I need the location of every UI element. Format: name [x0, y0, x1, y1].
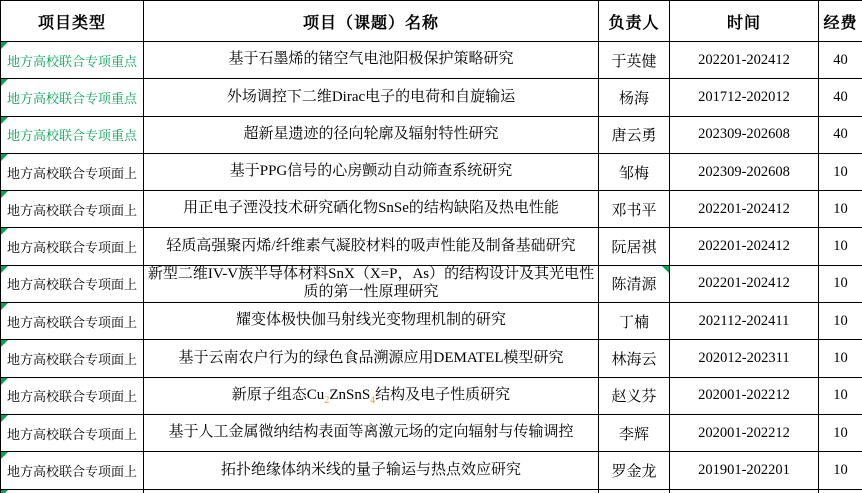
project-title-cell[interactable]: 基于人工金属微纳结构表面等离激元场的定向辐射与传输调控	[144, 414, 599, 451]
cell-corner-marker-icon	[1, 378, 8, 385]
header-project-title[interactable]: 项目（课题）名称	[144, 1, 599, 42]
table-row	[1, 414, 862, 451]
person-cell[interactable]	[599, 153, 670, 190]
cell-corner-marker-icon	[662, 266, 669, 273]
header-funding[interactable]: 经费	[819, 1, 862, 42]
funding-cell[interactable]: 10	[819, 265, 862, 302]
table-header	[1, 1, 862, 42]
period-cell[interactable]: 202309-202608	[670, 116, 819, 153]
person-cell[interactable]	[599, 116, 670, 153]
partial-table-row	[1, 489, 862, 493]
person-name: 邓书平	[611, 202, 657, 219]
period-cell[interactable]: 202001-202212	[670, 414, 819, 451]
subscript-digit: 4	[370, 394, 376, 406]
subscript-digit: 2	[324, 394, 330, 406]
period-cell[interactable]: 202309-202608	[670, 153, 819, 190]
person-cell[interactable]	[599, 42, 670, 79]
person-cell[interactable]	[599, 414, 670, 451]
project-title-cell[interactable]: 外场调控下二维Dirac电子的电荷和自旋输运	[144, 79, 599, 116]
header-person[interactable]: 负责人	[599, 1, 670, 42]
project-type-cell[interactable]	[1, 79, 144, 116]
period-cell[interactable]: 202201-202412	[670, 265, 819, 302]
person-name: 杨海	[618, 90, 649, 107]
person-name: 邹梅	[618, 165, 649, 182]
cell-corner-marker-icon	[1, 452, 8, 459]
project-type-label: 地方高校联合专项重点	[6, 90, 137, 106]
period-cell[interactable]: 202201-202412	[670, 42, 819, 79]
funding-cell[interactable]: 10	[819, 228, 862, 265]
cell-corner-marker-icon	[1, 303, 8, 310]
partial-cell[interactable]	[599, 489, 670, 493]
project-title-cell[interactable]: 用正电子湮没技术研究硒化物SnSe的结构缺陷及热电性能	[144, 191, 599, 228]
project-title-cell[interactable]: 超新星遗迹的径向轮廓及辐射特性研究	[144, 116, 599, 153]
table-row	[1, 153, 862, 190]
project-title-cell[interactable]: 拓扑绝缘体纳米线的量子输运与热点效应研究	[144, 452, 599, 489]
person-name: 丁楠	[618, 314, 649, 331]
project-type-label: 地方高校联合专项重点	[6, 128, 137, 144]
project-title-cell[interactable]: 耀变体极快伽马射线光变物理机制的研究	[144, 303, 599, 340]
cell-corner-marker-icon	[1, 340, 8, 347]
person-cell[interactable]	[599, 452, 670, 489]
person-cell[interactable]	[599, 191, 670, 228]
partial-cell[interactable]	[819, 489, 862, 493]
table-row	[1, 228, 862, 265]
person-cell[interactable]	[599, 79, 670, 116]
cell-corner-marker-icon	[1, 415, 8, 422]
project-type-cell[interactable]	[1, 452, 144, 489]
project-type-cell[interactable]	[1, 116, 144, 153]
project-type-cell[interactable]	[1, 42, 144, 79]
project-type-label: 地方高校联合专项面上	[6, 426, 137, 442]
project-type-cell[interactable]	[1, 377, 144, 414]
person-name: 于英健	[611, 53, 657, 70]
cell-corner-marker-icon	[1, 79, 8, 86]
person-name: 李辉	[618, 426, 649, 443]
project-title-cell[interactable]: 新原子组态$Cu_2ZnSnS_4$结构及电子性质研究	[144, 377, 599, 414]
table-row	[1, 452, 862, 489]
cell-corner-marker-icon	[1, 266, 8, 273]
person-cell[interactable]	[599, 303, 670, 340]
period-cell[interactable]: 202201-202412	[670, 191, 819, 228]
funding-cell[interactable]: 10	[819, 303, 862, 340]
table-row	[1, 191, 862, 228]
funding-cell[interactable]: 10	[819, 377, 862, 414]
header-row	[1, 1, 862, 42]
period-cell[interactable]: 202112-202411	[670, 303, 819, 340]
period-cell[interactable]: 202012-202311	[670, 340, 819, 377]
header-period[interactable]: 时间	[670, 1, 819, 42]
funding-cell[interactable]: 40	[819, 42, 862, 79]
table-row	[1, 42, 862, 79]
project-title-cell[interactable]: 基于石墨烯的锗空气电池阳极保护策略研究	[144, 42, 599, 79]
cell-corner-marker-icon	[1, 42, 8, 49]
person-cell[interactable]	[599, 228, 670, 265]
project-title-cell[interactable]: 轻质高强聚丙烯/纤维素气凝胶材料的吸声性能及制备基础研究	[144, 228, 599, 265]
project-type-cell[interactable]	[1, 340, 144, 377]
funding-cell[interactable]: 40	[819, 116, 862, 153]
partial-cell[interactable]	[670, 489, 819, 493]
funding-cell[interactable]: 10	[819, 340, 862, 377]
person-cell[interactable]	[599, 377, 670, 414]
person-name: 唐云勇	[611, 128, 657, 145]
funding-cell[interactable]: 40	[819, 79, 862, 116]
table-row	[1, 377, 862, 414]
cell-corner-marker-icon	[1, 117, 8, 124]
project-type-label: 地方高校联合专项面上	[6, 277, 137, 293]
table-body	[1, 42, 862, 493]
project-type-cell[interactable]	[1, 191, 144, 228]
table-row	[1, 265, 862, 302]
person-cell[interactable]	[599, 265, 670, 302]
project-type-label: 地方高校联合专项面上	[6, 352, 137, 368]
person-name: 陈清源	[611, 277, 657, 294]
person-name: 罗金龙	[611, 463, 657, 480]
project-title-cell[interactable]: 新型二维IV-V族半导体材料SnX（X=P，As）的结构设计及其光电性质的第一性原理研究	[144, 265, 599, 302]
cell-corner-marker-icon	[1, 154, 8, 161]
project-type-label: 地方高校联合专项面上	[6, 314, 137, 330]
cell-corner-marker-icon	[1, 191, 8, 198]
table-row	[1, 303, 862, 340]
project-type-label: 地方高校联合专项面上	[6, 165, 137, 181]
project-type-label: 地方高校联合专项面上	[6, 463, 137, 479]
period-cell[interactable]: 202201-202412	[670, 228, 819, 265]
project-title-cell[interactable]: 基于云南农户行为的绿色食品溯源应用DEMATEL模型研究	[144, 340, 599, 377]
person-name: 阮居祺	[611, 240, 657, 257]
cell-corner-marker-icon	[1, 228, 8, 235]
project-type-cell[interactable]	[1, 153, 144, 190]
project-type-label: 地方高校联合专项面上	[6, 240, 137, 256]
project-title-cell[interactable]: 基于PPG信号的心房颤动自动筛查系统研究	[144, 153, 599, 190]
person-name: 赵义芬	[611, 389, 657, 406]
funding-cell[interactable]: 10	[819, 153, 862, 190]
table-row	[1, 79, 862, 116]
project-type-label: 地方高校联合专项面上	[6, 202, 137, 218]
person-cell[interactable]	[599, 340, 670, 377]
period-cell[interactable]: 202001-202212	[670, 377, 819, 414]
partial-cell[interactable]	[144, 489, 599, 493]
table-row	[1, 340, 862, 377]
funding-cell[interactable]: 10	[819, 414, 862, 451]
period-cell[interactable]: 201901-202201	[670, 452, 819, 489]
funding-cell[interactable]: 10	[819, 452, 862, 489]
project-type-label: 地方高校联合专项面上	[6, 389, 137, 405]
funding-cell[interactable]: 10	[819, 191, 862, 228]
partial-cell[interactable]	[1, 489, 144, 493]
cell-corner-marker-icon	[1, 490, 8, 493]
table-row	[1, 116, 862, 153]
project-type-label: 地方高校联合专项重点	[6, 53, 137, 69]
project-type-cell[interactable]	[1, 303, 144, 340]
project-type-cell[interactable]	[1, 265, 144, 302]
person-name: 林海云	[611, 352, 657, 369]
header-project-type[interactable]: 项目类型	[1, 1, 144, 42]
project-type-cell[interactable]	[1, 228, 144, 265]
project-type-cell[interactable]	[1, 414, 144, 451]
period-cell[interactable]: 201712-202012	[670, 79, 819, 116]
